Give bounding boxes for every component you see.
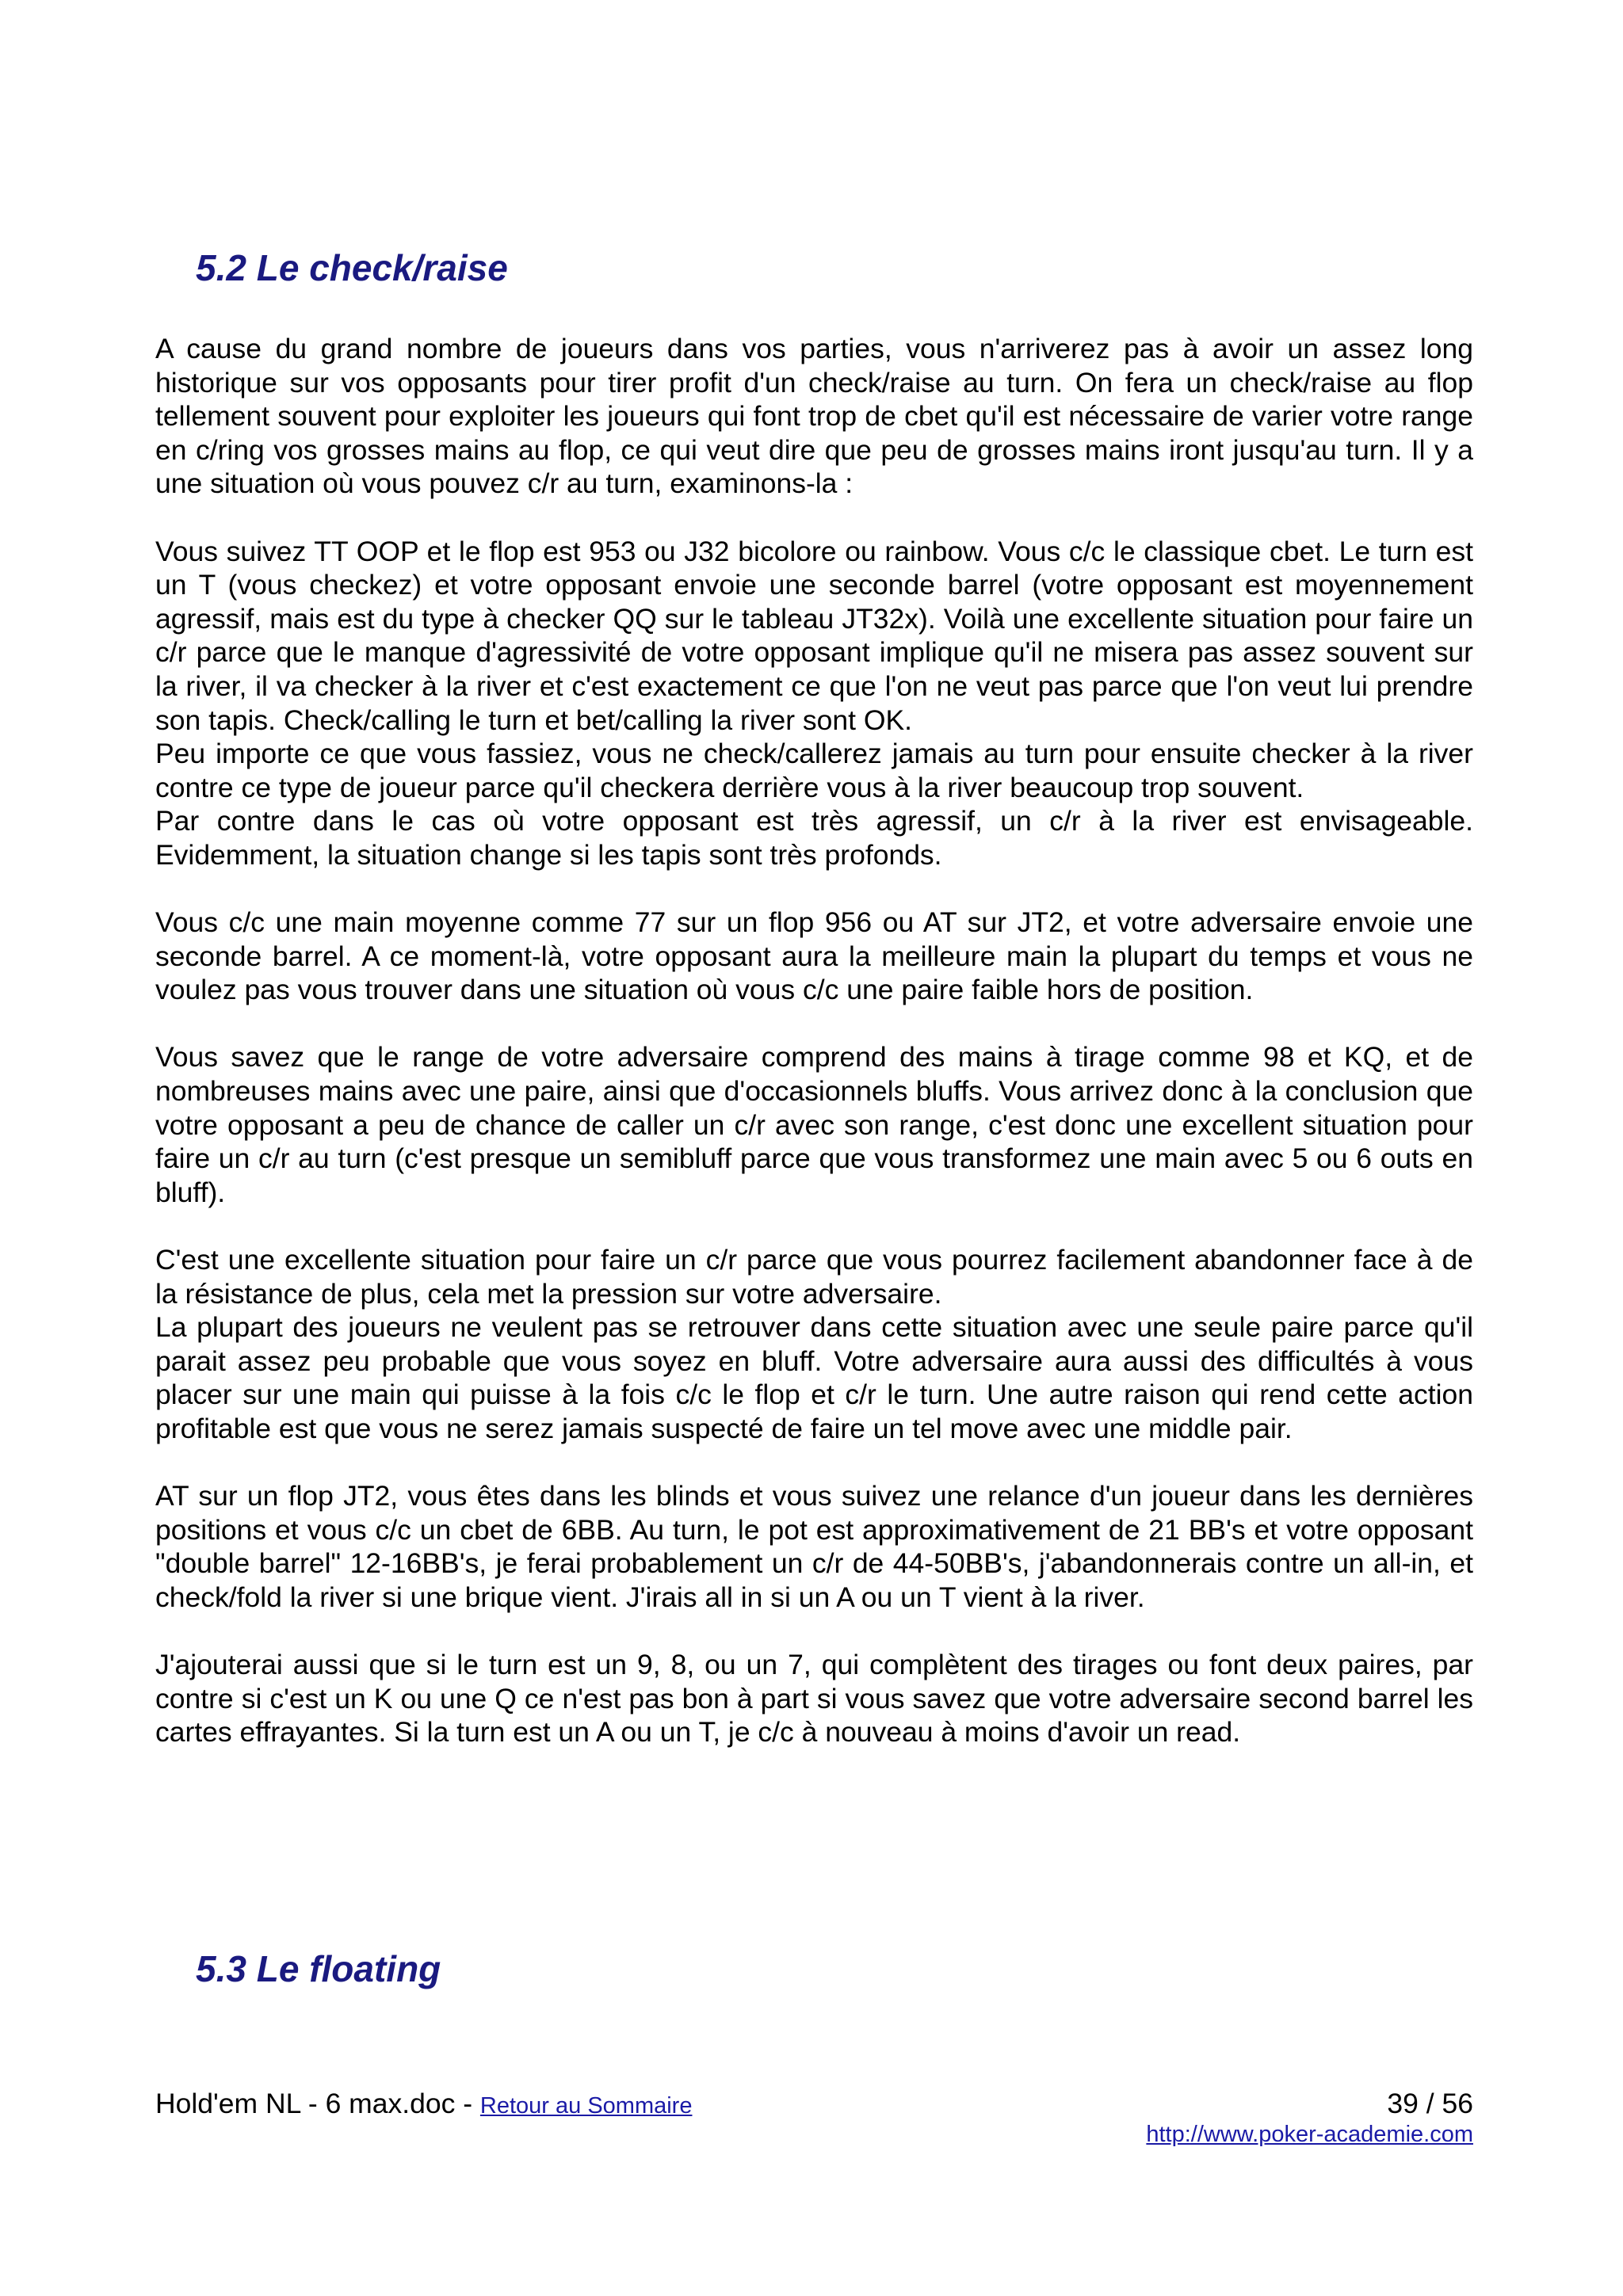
- back-to-contents-link[interactable]: Retour au Sommaire: [479, 2093, 693, 2119]
- paragraph-1: A cause du grand nombre de joueurs dans vos parties, vous n'arriverez pas à avoir un assez long historique sur vos opposants pour tirer profit d'un check/raise au turn. On fera un check/raise au flop tellement souvent pour exploiter les joueurs qui font trop de cbet qu'il est nécessaire de varier votre range en c/ring vos grosses mains au flop, ce qui veut dire que peu de grosses mains iront jusqu'au turn. Il y a une situation où vous pouvez c/r au turn, examinons-la :: [155, 333, 1473, 500]
- paragraph-2: Vous suivez TT OOP et le flop est 953 ou J32 bicolore ou rainbow. Vous c/c le classique cbet. Le turn est un T (vous checkez) et votre opposant envoie une seconde barrel (votre opposant est moyennement agressif, mais est du type à checker QQ sur le tableau JT32x). Voilà une excellente situation pour faire un c/r parce que le manque d'agressivité de votre opposant implique qu'il ne misera pas assez souvent sur la river, il va checker à la river et c'est exactement ce que l'on ne veut pas parce que l'on veut lui prendre son tapis. Check/calling le turn et bet/calling la river sont OK.: [155, 535, 1473, 736]
- footer-doc-name: Hold'em NL - 6 max.doc -: [155, 2088, 480, 2119]
- footer-left: [155, 2087, 692, 2122]
- paragraph-4: Par contre dans le cas où votre opposant est très agressif, un c/r à la river est envisageable. Evidemment, la situation change si les tapis sont très profonds.: [155, 805, 1473, 871]
- section-heading-5-2: 5.2 Le check/raise: [196, 247, 508, 288]
- page-number: 39 / 56: [1387, 2088, 1473, 2119]
- paragraph-10: J'ajouterai aussi que si le turn est un 9, 8, ou un 7, qui complètent des tirages ou font deux paires, par contre si c'est un K ou une Q ce n'est pas bon à part si vous savez que votre adversaire second barrel les cartes effrayantes. Si la turn est un A ou un T, je c/c à nouveau à moins d'avoir un read.: [155, 1649, 1473, 1749]
- paragraph-6: Vous savez que le range de votre adversaire comprend des mains à tirage comme 98 et KQ, et de nombreuses mains avec une paire, ainsi que d'occasionnels bluffs. Vous arrivez donc à la conclusion que votre opposant a peu de chance de caller un c/r avec son range, c'est donc une excellent situation pour faire un c/r au turn (c'est presque un semibluff parce que vous transformez une main avec 5 ou 6 outs en bluff).: [155, 1041, 1473, 1208]
- paragraph-8: La plupart des joueurs ne veulent pas se retrouver dans cette situation avec une seule paire parce qu'il parait assez peu probable que vous soyez en bluff. Votre adversaire aura aussi des difficultés à vous placer sur une main qui puisse à la fois c/c le flop et c/r le turn. Une autre raison qui rend cette action profitable est que vous ne serez jamais suspecté de faire un tel move avec une middle pair.: [155, 1311, 1473, 1444]
- paragraph-3: Peu importe ce que vous fassiez, vous ne check/callerez jamais au turn pour ensuite checker à la river contre ce type de joueur parce qu'il checkera derrière vous à la river beaucoup trop souvent.: [155, 738, 1473, 803]
- paragraph-9: AT sur un flop JT2, vous êtes dans les blinds et vous suivez une relance d'un joueur dans les dernières positions et vous c/c un cbet de 6BB. Au turn, le pot est approximativement de 21 BB's et votre opposant "double barrel" 12-16BB's, je ferai probablement un c/r de 44-50BB's, j'abandonnerais contre un all-in, et check/fold la river si une brique vient. J'irais all in si un A ou un T vient à la river.: [155, 1480, 1473, 1613]
- website-link[interactable]: http://www.poker-academie.com: [1146, 2122, 1473, 2147]
- section-5-2-body: [155, 332, 1473, 1749]
- paragraph-7: C'est une excellente situation pour faire un c/r parce que vous pourrez facilement abandonner face à de la résistance de plus, cela met la pression sur votre adversaire.: [155, 1244, 1473, 1310]
- section-heading-5-3: 5.3 Le floating: [196, 1948, 441, 1989]
- paragraph-5: Vous c/c une main moyenne comme 77 sur un flop 956 ou AT sur JT2, et votre adversaire envoie une seconde barrel. A ce moment-là, votre opposant aura la meilleure main la plupart du temps et vous ne voulez pas vous trouver dans une situation où vous c/c une paire faible hors de position.: [155, 906, 1473, 1006]
